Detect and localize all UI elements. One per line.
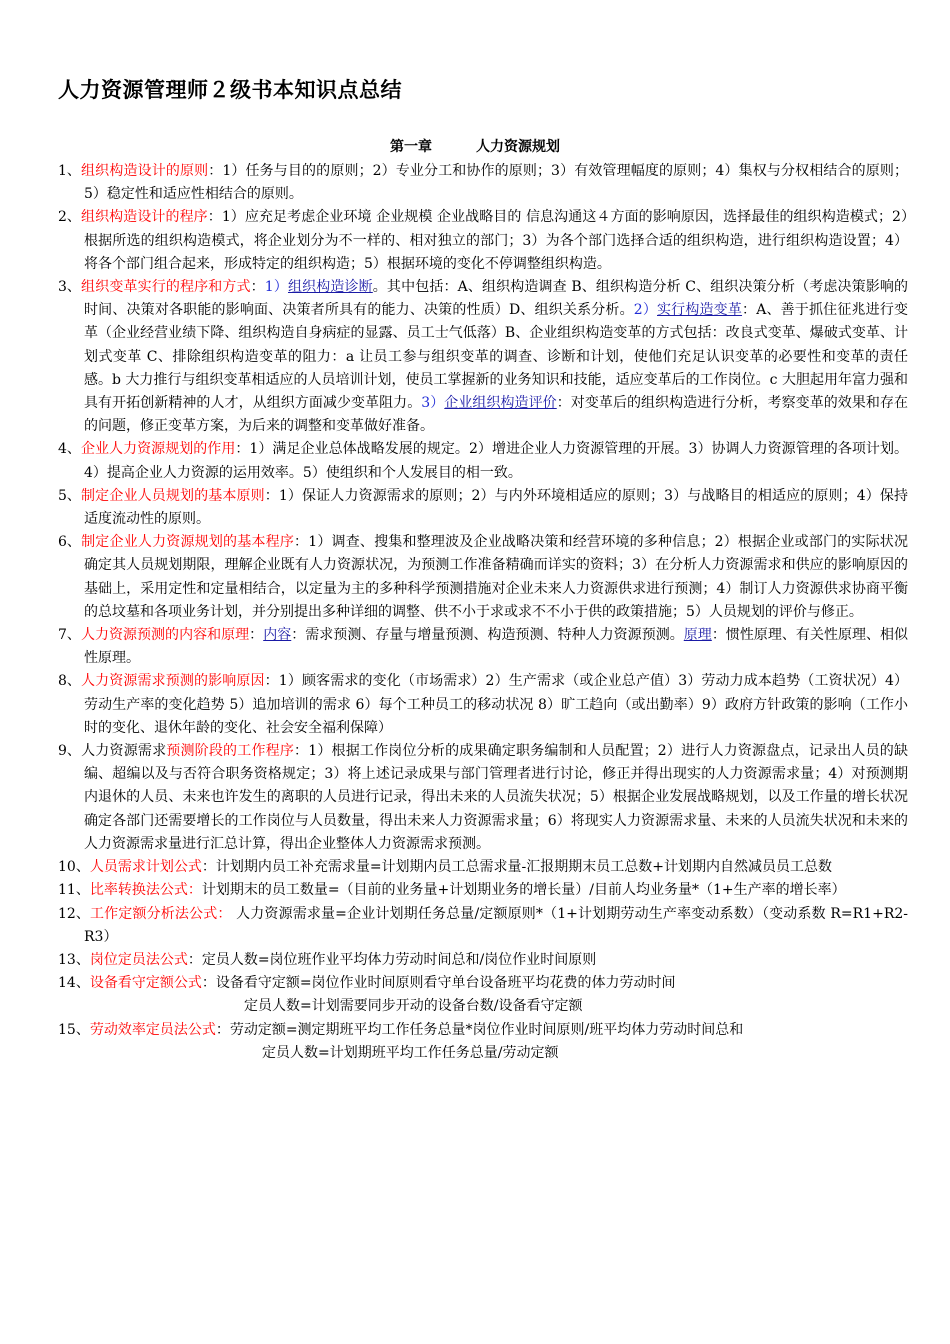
item-heading: 劳动效率定员法公式 bbox=[89, 1021, 216, 1038]
list-item bbox=[58, 531, 908, 624]
sub-number: 1） bbox=[264, 279, 288, 296]
item-number: 6、 bbox=[58, 534, 81, 551]
item-number: 11、 bbox=[58, 882, 90, 899]
item-number: 4、 bbox=[58, 441, 81, 458]
chapter-label: 第一章 bbox=[390, 139, 432, 155]
chapter-heading bbox=[0, 136, 950, 156]
item-heading: 岗位定员法公式 bbox=[89, 951, 188, 968]
item-heading: 人力资源需求预测的影响原因 bbox=[80, 673, 265, 690]
item-heading: 预测阶段的工作程序 bbox=[166, 743, 295, 760]
item-colon: ： bbox=[249, 627, 264, 644]
item-number: 14、 bbox=[58, 975, 90, 992]
item-body: 计划期末的员工数量=（目前的业务量+计划期业务的增长量）/目前人均业务量*（1+生产率的增长率） bbox=[201, 882, 846, 899]
item-number: 10、 bbox=[58, 859, 90, 876]
sub-number: 2） bbox=[633, 302, 658, 319]
link-org-diagnosis[interactable]: 组织构造诊断 bbox=[287, 279, 373, 296]
item-heading: 人力资源预测的内容和原理 bbox=[80, 627, 250, 644]
list-item bbox=[58, 1019, 908, 1065]
item-number: 9、 bbox=[58, 743, 81, 760]
item-body: ：1）应充足考虑企业环境 企业规模 企业战略目的 信息沟通这４方面的影响原因，选择最佳的组织构造模式；2）根据所选的组织构造模式，将企业划分为不一样的、相对独立的部门；3）为各个部门选择合适的组织构造，进行组织构造设置；4）将各个部门组合起来，形成特定的组织构造；5）根据环境的变化不停调整组织构造。 bbox=[84, 209, 908, 272]
item-heading: 制定企业人员规划的基本原则 bbox=[80, 487, 265, 504]
item-body: ：需求预测、存量与增量预测、构造预测、特种人力资源预测。 bbox=[291, 627, 684, 644]
item-formula-line: 定员人数=计划需要同步开动的设备台数/设备看守定额 bbox=[244, 998, 583, 1015]
item-heading: 企业人力资源规划的作用 bbox=[80, 441, 236, 458]
link-implement-change[interactable]: 实行构造变革 bbox=[657, 302, 743, 319]
item-body: ：对变革后的组织构造进行分析，考察变革的效果和存在的问题，修正变革方案，为后来的调整和变革做好准备。 bbox=[84, 395, 909, 435]
list-item bbox=[58, 903, 908, 949]
item-body: 人力资源需求量=企业计划期任务总量/定额原则*（1+计划期劳动生产率变动系数）（变动系数 R=R1+R2-R3） bbox=[84, 905, 908, 945]
document-title: 人力资源管理师２级书本知识点总结 bbox=[58, 78, 402, 102]
item-body: ：设备看守定额=岗位作业时间原则看守单台设备班平均花费的体力劳动时间 bbox=[201, 975, 676, 992]
item-body: ：1）保证人力资源需求的原则；2）与内外环境相适应的原则；3）与战略目的相适应的原则；4）保持适度流动性的原则。 bbox=[84, 487, 908, 528]
list-item bbox=[58, 879, 908, 902]
item-number: 5、 bbox=[58, 487, 81, 504]
item-prefix: 人力资源需求 bbox=[80, 743, 167, 760]
link-org-evaluation[interactable]: 企业组织构造评价 bbox=[444, 395, 557, 412]
item-heading: 制定企业人力资源规划的基本程序 bbox=[80, 534, 295, 551]
list-item bbox=[58, 670, 908, 740]
item-number: 15、 bbox=[58, 1021, 90, 1038]
list-item bbox=[58, 206, 908, 276]
item-colon: ： bbox=[250, 279, 265, 296]
item-heading: 比率转换法 bbox=[89, 882, 160, 899]
item-body: ：A、善于抓住征兆进行变革（企业经营业绩下降、组织构造自身病症的显露、员工士气低落）B、企业组织构造变革的方式包括：改良式变革、爆破式变革、计划式变革 C、排除组织构造变革的阻力：a 让员工参与组织变革的调查、诊断和计划，使他们充足认识变革的必要性和变革的责任感。b 大力推行与组织变革相适应的人员培训计划，使员工掌握新的业务知识和技能，适应变革后的工作岗位。c 大胆起用年富力强和具有开拓创新精神的人才，从组织方面减少变革阻力。 bbox=[84, 302, 908, 412]
item-heading-suffix: 公式： bbox=[159, 882, 202, 899]
item-body: 。其中包括：A、组织构造调查 B、组织构造分析 C、组织决策分析（考虑决策影响的时间、决策对各职能的影响面、决策者所具有的能力、决策的性质）D、组织关系分析。 bbox=[84, 279, 909, 319]
item-number: 2、 bbox=[58, 209, 81, 226]
link-content[interactable]: 内容 bbox=[263, 627, 292, 644]
item-heading: 人员需求计划公式 bbox=[89, 859, 202, 876]
item-number: 7、 bbox=[58, 627, 81, 644]
knowledge-points-list bbox=[58, 160, 908, 1065]
list-item bbox=[58, 856, 908, 879]
item-heading: 工作定额分析法公式： bbox=[89, 905, 232, 922]
sub-number: 3） bbox=[421, 395, 445, 412]
link-principle[interactable]: 原理 bbox=[683, 627, 712, 644]
item-body: ：计划期内员工补充需求量=计划期内员工总需求量-汇报期期末员工总数+计划期内自然减员员工总数 bbox=[201, 859, 833, 876]
item-number: 12、 bbox=[58, 905, 90, 922]
list-item bbox=[58, 438, 908, 484]
list-item bbox=[58, 160, 908, 206]
item-heading: 组织变革实行的程序和方式 bbox=[80, 279, 251, 296]
item-number: 8、 bbox=[58, 673, 81, 690]
item-body: ：惯性原理、有关性原理、相似性原理。 bbox=[84, 627, 909, 667]
item-number: 3、 bbox=[58, 279, 81, 296]
item-number: 13、 bbox=[58, 951, 90, 968]
item-heading: 设备看守定额公式 bbox=[89, 975, 202, 992]
list-item bbox=[58, 624, 908, 670]
item-body: ：1）调查、搜集和整理波及企业战略决策和经营环境的多种信息；2）根据企业或部门的实际状况确定其人员规划期限，理解企业既有人力资源状况，为预测工作准备精确而详实的资料；3）在分析人力资源需求和供应的影响原因的基础上，采用定性和定量相结合，以定量为主的多种科学预测措施对企业未来人力资源供求进行预测；4）制订人力资源供求协商平衡的总坟墓和各项业务计划，并分别提出多种详细的调整、供不小于求或求不不小于供的政策措施；5）人员规划的评价与修正。 bbox=[84, 534, 909, 620]
item-body: ：1）任务与目的的原则；2）专业分工和协作的原则；3）有效管理幅度的原则；4）集权与分权相结合的原则；5）稳定性和适应性相结合的原则。 bbox=[84, 163, 908, 203]
chapter-name: 人力资源规划 bbox=[476, 139, 560, 155]
list-item bbox=[58, 276, 908, 438]
item-body: ：劳动定额=测定期班平均工作任务总量*岗位作业时间原则/班平均体力劳动时间总和 bbox=[215, 1021, 744, 1038]
item-body: ：定员人数=岗位班作业平均体力劳动时间总和/岗位作业时间原则 bbox=[187, 951, 597, 968]
list-item bbox=[58, 949, 908, 972]
item-body: ：1）满足企业总体战略发展的规定。2）增进企业人力资源管理的开展。3）协调人力资源管理的各项计划。4）提高企业人力资源的运用效率。5）使组织和个人发展目的相一致。 bbox=[84, 441, 908, 481]
item-number: 1、 bbox=[58, 163, 81, 179]
list-item bbox=[58, 972, 908, 1018]
item-heading: 组织构造设计的程序 bbox=[80, 209, 208, 226]
list-item bbox=[58, 485, 908, 531]
item-body: ：1）顾客需求的变化（市场需求）2）生产需求（或企业总产值）3）劳动力成本趋势（工资状况）4）劳动生产率的变化趋势 5）追加培训的需求 6）每个工种员工的移动状况 8）旷工趋向（或出勤率）9）政府方针政策的影响（工作小时的变化、退休年龄的变化、社会安全福利保障） bbox=[84, 673, 909, 736]
item-formula-line: 定员人数=计划期班平均工作任务总量/劳动定额 bbox=[262, 1044, 559, 1061]
item-body: ：1）根据工作岗位分析的成果确定职务编制和人员配置；2）进行人力资源盘点，记录出人员的缺编、超编以及与否符合职务资格规定；3）将上述记录成果与部门管理者进行讨论，修正并得出现实的人力资源需求量；4）对预测期内退休的人员、未来也许发生的离职的人员进行记录，得出未来的人员流失状况；5）根据企业发展战略规划，以及工作量的增长状况确定各部门还需要增长的工作岗位与人员数量，得出未来人力资源需求量；6）将现实人力资源需求量、未来的人员流失状况和未来的人力资源需求量进行汇总计算，得出企业整体人力资源需求预测。 bbox=[84, 743, 909, 852]
list-item bbox=[58, 740, 908, 856]
item-heading: 组织构造设计的原则 bbox=[80, 163, 209, 179]
